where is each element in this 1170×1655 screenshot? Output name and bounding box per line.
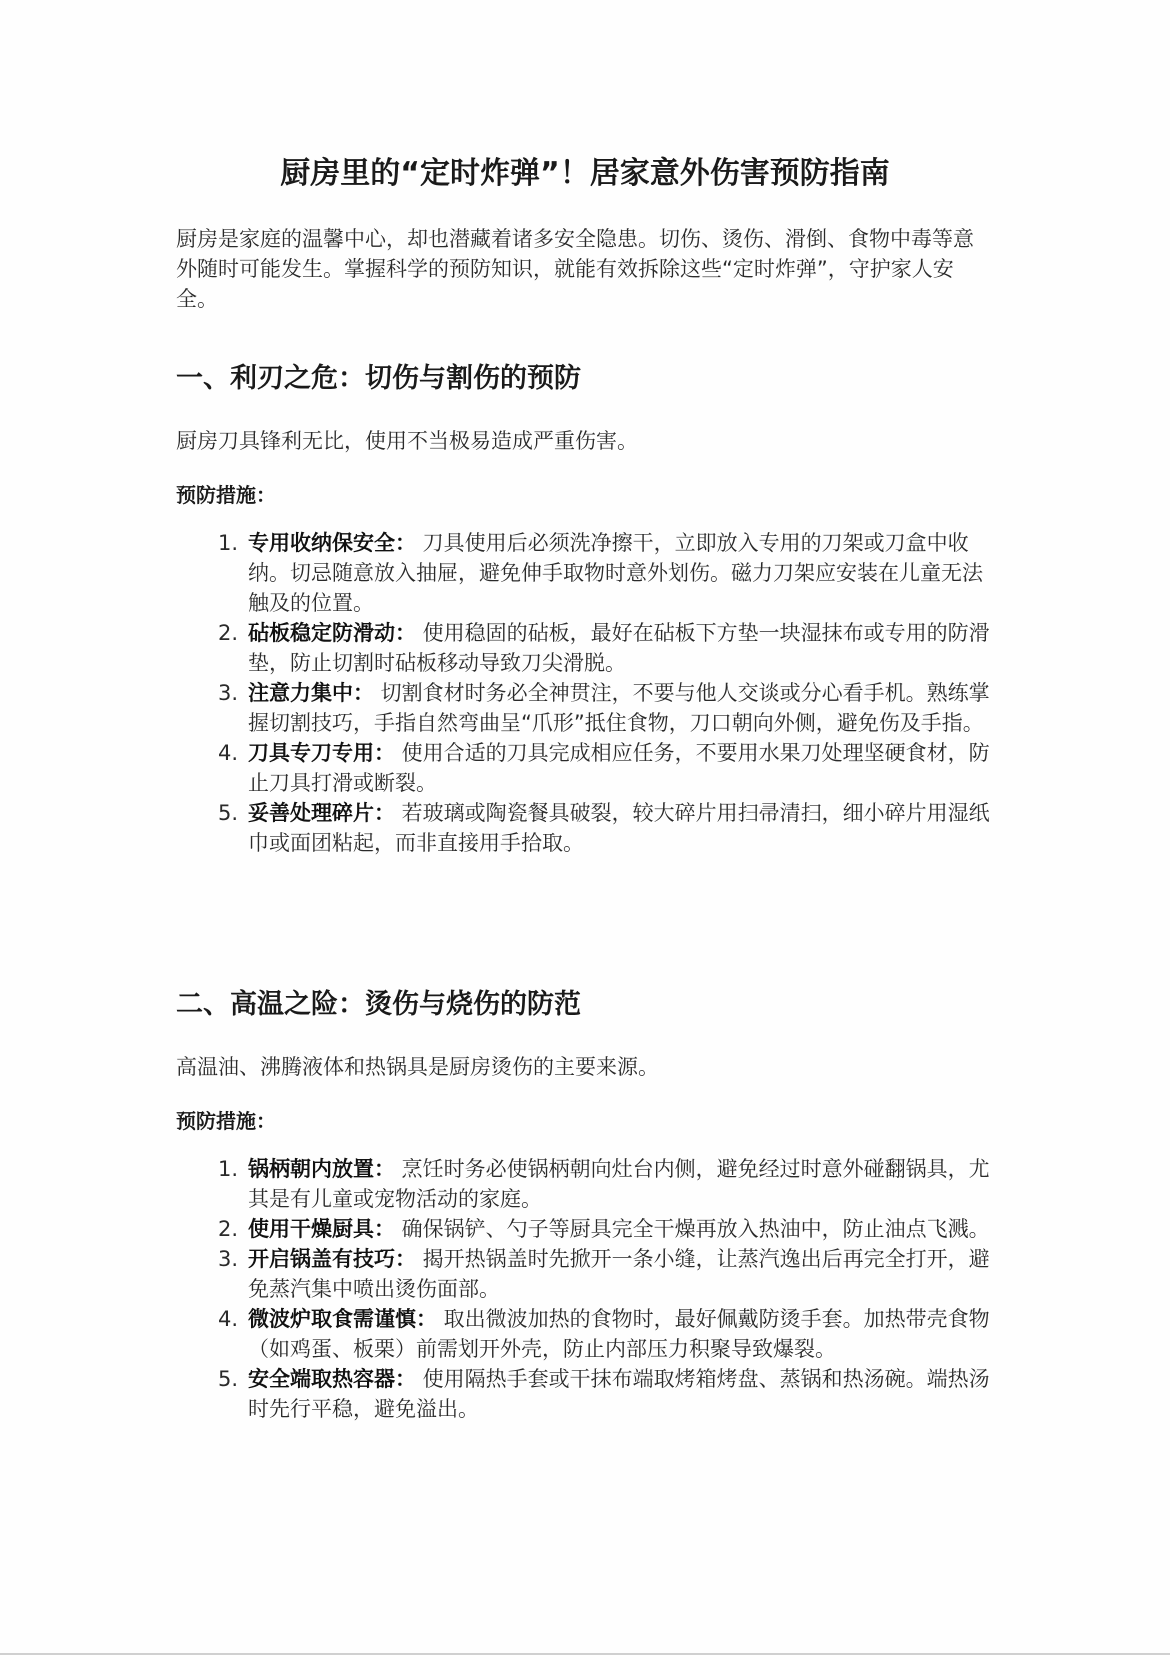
item-title: 注意力集中： — [248, 681, 374, 705]
item-text: 使用隔热手套或干抹布端取烤箱烤盘、蒸锅和热汤碗。端热汤时先行平稳，避免溢出。 — [248, 1367, 990, 1421]
list-item — [176, 1364, 994, 1424]
item-text: 揭开热锅盖时先掀开一条小缝，让蒸汽逸出后再完全打开，避免蒸汽集中喷出烫伤面部。 — [248, 1247, 990, 1301]
item-text: 切割食材时务必全神贯注，不要与他人交谈或分心看手机。熟练掌握切割技巧，手指自然弯曲呈“爪形”抵住食物，刀口朝向外侧，避免伤及手指。 — [248, 681, 990, 735]
item-text: 确保锅铲、勺子等厨具完全干燥再放入热油中，防止油点飞溅。 — [395, 1217, 990, 1241]
item-title: 开启锅盖有技巧： — [248, 1247, 416, 1271]
item-number: 5. — [217, 1367, 238, 1391]
section-heading: 一、利刃之危：切伤与割伤的预防 — [176, 363, 581, 394]
item-text: 使用稳固的砧板，最好在砧板下方垫一块湿抹布或专用的防滑垫，防止切割时砧板移动导致刀尖滑脱。 — [248, 621, 990, 675]
section-intro: 厨房刀具锋利无比，使用不当极易造成严重伤害。 — [176, 429, 638, 453]
item-text: 刀具使用后必须洗净擦干，立即放入专用的刀架或刀盒中收纳。切忌随意放入抽屉，避免伸手取物时意外划伤。磁力刀架应安装在儿童无法触及的位置。 — [248, 531, 983, 615]
item-title: 锅柄朝内放置： — [248, 1157, 395, 1181]
measures-list — [176, 1154, 994, 1424]
list-item — [176, 1154, 994, 1214]
item-title: 砧板稳定防滑动： — [248, 621, 416, 645]
item-number: 4. — [217, 741, 238, 765]
list-item — [176, 738, 994, 798]
measures-label: 预防措施： — [176, 483, 276, 507]
item-text: 使用合适的刀具完成相应任务，不要用水果刀处理坚硬食材，防止刀具打滑或断裂。 — [248, 741, 990, 795]
item-number: 3. — [217, 681, 238, 705]
section-heading: 二、高温之险：烫伤与烧伤的防范 — [176, 989, 581, 1020]
intro-paragraph: 厨房是家庭的温馨中心，却也潜藏着诸多安全隐患。切伤、烫伤、滑倒、食物中毒等意外随时可能发生。掌握科学的预防知识，就能有效拆除这些“定时炸弹”，守护家人安全。 — [176, 227, 974, 311]
item-number: 1. — [217, 531, 238, 555]
item-number: 3. — [217, 1247, 238, 1271]
page-title: 厨房里的“定时炸弹”！居家意外伤害预防指南 — [280, 156, 890, 191]
item-text: 烹饪时务必使锅柄朝向灶台内侧，避免经过时意外碰翻锅具，尤其是有儿童或宠物活动的家庭。 — [248, 1157, 990, 1211]
list-item — [176, 798, 994, 858]
item-title: 刀具专刀专用： — [248, 741, 395, 765]
list-item — [176, 1304, 994, 1364]
item-title: 妥善处理碎片： — [248, 801, 395, 825]
item-number: 5. — [217, 801, 238, 825]
item-title: 使用干燥厨具： — [248, 1217, 395, 1241]
item-title: 微波炉取食需谨慎： — [248, 1307, 437, 1331]
list-item — [176, 528, 994, 618]
section-intro: 高温油、沸腾液体和热锅具是厨房烫伤的主要来源。 — [176, 1055, 659, 1079]
list-item — [176, 1244, 994, 1304]
measures-list — [176, 528, 994, 858]
item-title: 专用收纳保安全： — [248, 531, 416, 555]
list-item — [176, 1214, 994, 1244]
list-item — [176, 678, 994, 738]
item-number: 2. — [217, 1217, 238, 1241]
measures-label: 预防措施： — [176, 1109, 276, 1133]
item-text: 若玻璃或陶瓷餐具破裂，较大碎片用扫帚清扫，细小碎片用湿纸巾或面团粘起，而非直接用手拾取。 — [248, 801, 990, 855]
item-title: 安全端取热容器： — [248, 1367, 416, 1391]
item-text: 取出微波加热的食物时，最好佩戴防烫手套。加热带壳食物（如鸡蛋、板栗）前需划开外壳，防止内部压力积聚导致爆裂。 — [248, 1307, 990, 1361]
item-number: 2. — [217, 621, 238, 645]
item-number: 1. — [217, 1157, 238, 1181]
item-number: 4. — [217, 1307, 238, 1331]
list-item — [176, 618, 994, 678]
